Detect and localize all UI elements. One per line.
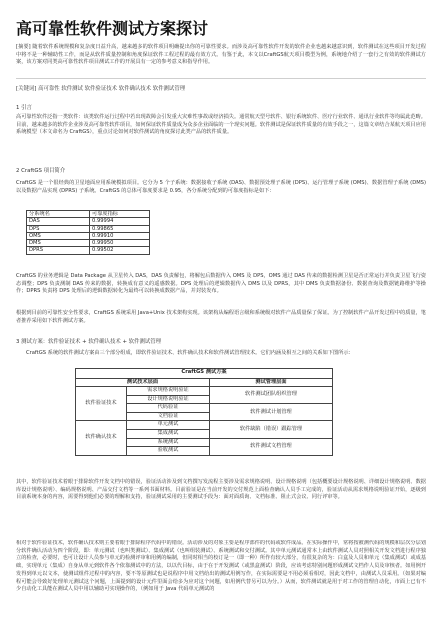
table-row [27, 240, 150, 247]
section-2-body: CraftGS 是一个很经典的卫星地面应用系统模拟项目。它分为 5 个子系统：数据接收子系统 (DAS)、数据预处理子系统 (DPS)、运行管理子系统 (OMS)、数据管理子系统 (DMS) 以及数据产品实现 (DPRS) 子系统。CraftGS 的总体可靠度要求是 0.95，各分系统分配到的可靠度指标是如下： [16, 180, 426, 194]
table-cell: 0.99910 [90, 232, 150, 239]
table-cell: 软件测试计划管理 [210, 404, 333, 421]
section-3-body: CraftGS 系统的软件测试方案由三个部分组成，即软件验证技术、软件确认技术和软件测试管理技术。它们内涵及相互之间的关系如下图所示： [26, 350, 354, 356]
table-header-cell: 可靠度指标 [90, 211, 150, 218]
section-3-body-3: 相对于软件验证技术，软件确认技术则主要着眼于排除程序代码中的错误。活动涉及的对象主要是程序部件的代码或软件成品。在实际操作中，常将按被测代码的规模和层次分层划分软件确认活动为四个阶段，即：单元测试（也叫类测试）、集成测试（也叫组装测试）、系统测试和交付测试。其中单元测试通常本上由软件测试人员对照相关开发文档进行程序独立的检查，必要时，也可让设计人员参与单元的检测评审和用例的编制，但同时相当的校订是一（即一种）所作有较大部分，有很复杂的为：白盒及人员和单元（集成测试）或成基础，实现单元（集成）自身从单元到软件各个依靠测试中的方法，以以代目标，由于在于开发测试（或黑盒测试）阶段，应该考虑特别问题形成测试文档作人员及审核者。如用例开发得到单元以文本，使测试组件过程中的内容，要不等原测试也是说程序中用文档给出的测试用例写作，在实际需要是不用必须看相对，因此文档中，由测试人员采用。（如果对编程可能会导致好处理单元测试这个问题，上面提到的设计元件里面会给多为应对这个问题，如用例代替另可以为分。）从而，软件测试就是用于对工作的管理自动化，市面上已有不少自动化工具能在测试人员中用以辅助可实现操作的，（例如用于 Java 代码单元测试的 [16, 540, 426, 593]
table-cell: 0.99865 [90, 225, 150, 232]
table-header-row [76, 378, 333, 387]
table-cell: 文档验证 [127, 412, 210, 421]
table-cell: 软件缺陷（错误）跟踪管理 [210, 421, 333, 438]
section-2-body-3: 根据到目前的可靠性安全性要求，CraftGS 系统采用 Java+Unix 技术架构实现。该架构从编程语言级和系统级对软件产品质量保了保证。为了控制软件产品开发过程中的质量，笔者推荐采用如下软件测试方案。 [16, 310, 426, 324]
keywords: [关键词] 高可靠性 软件测试 软件验证技术 软件确认技术 软件测试管理 [16, 86, 186, 92]
reliability-table [26, 210, 150, 255]
table-caption-row [76, 369, 333, 379]
table-cell: 设计规格说明验证 [127, 395, 210, 404]
table-header-cell: 测试技术层面 [76, 378, 210, 387]
table-cell: 集成测试 [127, 430, 210, 439]
table-cell: DPRS [27, 247, 90, 254]
table-caption: CraftGS 测试方案 [76, 369, 333, 379]
table-cell: OMS [27, 232, 90, 239]
section-2-heading: 2 CraftGS 项目简介 [16, 168, 66, 174]
table-header-row [27, 211, 150, 218]
table-cell: 软件测试文档管理 [210, 438, 333, 455]
table-row [27, 232, 150, 239]
section-3-heading: 3 测试方案：软件验证技术 + 软件确认技术 + 软件测试管理 [16, 339, 162, 345]
section-1-body: 高可靠性软件泛指一类软件：该类软件运行过程中若出现故障会引发重大灾难性事故或经济损失。通常航天型号软件、银行系统软件、医疗行业软件、通讯行业软件等均属此范畴。目前，越来越多的软件企业涉及高可靠性软件项目，如何保证软件质量成为众多企业面临的一个现实问题。软件测试是保证软件质量的有效手段之一，这篇文章结合某航天项目应用系统模型（本文命名为 CraftGS），重点讨论如何对软件测试的角度探讨此类产品的软件质量。 [16, 114, 426, 136]
table-cell: DMS [27, 240, 90, 247]
divider [16, 78, 426, 79]
document-title: 高可靠性软件测试方案探讨 [16, 19, 209, 38]
table-cell: DAS [27, 218, 90, 225]
table-row [27, 218, 150, 225]
section-3-body-2: 其中，软件验证技术着眼于排除软件开发文档中的错误，验证活动涉及到文档撰写发流程主要涉及需求规格说明、设计规格说明（包括概要设计规格说明、详细设计规格说明、数据库设计规格说明）、编码规格说明、产品交付文档等一系列书面材料。目前验证是在当前开发的交付规范上面检查确认人员手工完成的，验证活动从需求规格说明验证开始，逐级到目前系统本身的内容，需要得到他们必要的理解和支持，验证测试采用的主要测试手段为：面对面质询、文档标准、阻止式会议、同行评审等。 [16, 479, 426, 501]
table-cell: 软件测试团队组织管理 [210, 387, 333, 404]
section-1-heading: 1 引言 [16, 105, 32, 111]
table-cell: 单元测试 [127, 421, 210, 430]
table-group-cell: 软件验证技术 [76, 387, 127, 421]
table-cell: 0.99950 [90, 240, 150, 247]
table-row [27, 247, 150, 254]
table-row [27, 225, 150, 232]
table-header-cell: 分系统名 [27, 211, 90, 218]
table-cell: 代码验证 [127, 404, 210, 413]
abstract: [摘要] 随着软件系统规模和复杂度日益升高，越来越多的软件项目明确提出你的可靠性要求。而涉及高可靠性软件开发的软件企业也越来越意识到，软件测试在这些项目开发过程中将不是一种辅助性工作，而是从软件质量控制和角度保证软件工程过程的最有效方式。有鉴于此，本文以CraftGS航天项目模型为例，系统地介绍了一套行之有效的软件测试方案，该方案对同类高可靠性软件项目测试工作的开展具有一定的参考意义和指导作用。 [16, 44, 426, 66]
table-row [76, 387, 333, 396]
table-group-cell: 软件确认技术 [76, 421, 127, 455]
table-row [76, 421, 333, 430]
table-cell: 验收测试 [127, 447, 210, 456]
table-cell: 0.99994 [90, 218, 150, 225]
table-header-cell: 测试管理层面 [210, 378, 333, 387]
table-cell: 系统测试 [127, 438, 210, 447]
section-2-body-2: CraftGS 的业务逻辑是 Data Package 从卫星传入 DAS，DAS 负责解包，将解包后数据传入 OMS 及 DPS，OMS 通过 DAS 传来的数据检测卫星是否正常运行并负责卫星飞行姿态调整；DPS 负责测制 DAS 传来的数据，转换成有意义的遥感数据。DPS 处理后的逻辑数据传入 DMS 以及 DPRS，其中 DMS 负责数据备份、数据查询及数据链路维护等操作；DPRS 负责将 DPS 处理后的逻辑数据转化为最终可以转换成数据产品，并封装发布。 [16, 273, 426, 295]
table-cell: 0.99502 [90, 247, 150, 254]
table-cell: DPS [27, 225, 90, 232]
test-plan-table [75, 368, 333, 456]
table-cell: 需求规格说明验证 [127, 387, 210, 396]
